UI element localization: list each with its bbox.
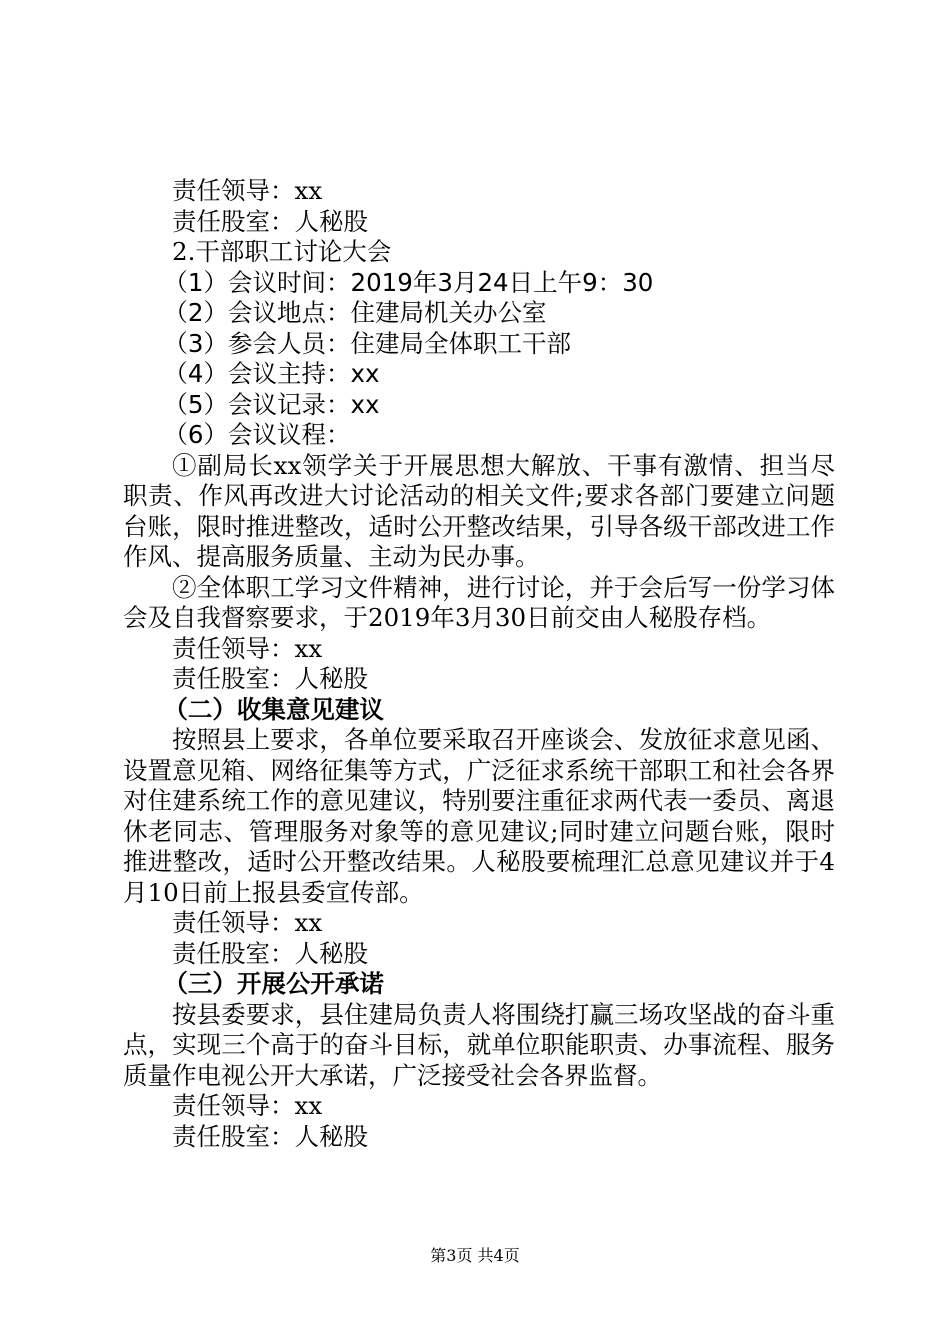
section-heading-public-commitment: （三）开展公开承诺 [163,969,384,998]
responsible-office-line: 责任股室：人秘股 [172,938,368,968]
document-body [123,176,835,1152]
agenda-item-2-paragraph: ②全体职工学习文件精神，进行讨论，并于会后写一份学习体会及自我督察要求，于2019年3月30日前交由人秘股存档。 [123,572,835,632]
section-heading-collect-opinions: （二）收集意见建议 [163,694,384,724]
responsible-leader-line: 责任领导：xx [172,176,323,205]
public-commitment-paragraph: 按县委要求，县住建局负责人将围绕打赢三场攻坚战的奋斗重点，实现三个高于的奋斗目标，就单位职能职责、办事流程、服务质量作电视公开大承诺，广泛接受社会各界监督。 [123,999,835,1090]
responsible-office-line: 责任股室：人秘股 [172,1121,368,1151]
collect-opinions-paragraph: 按照县上要求，各单位要采取召开座谈会、发放征求意见函、设置意见箱、网络征集等方式，广泛征求系统干部职工和社会各界对住建系统工作的意见建议，特别要注重征求两代表一委员、离退休老同志、管理服务对象等的意见建议;同时建立问题台账，限时推进整改，适时公开整改结果。人秘股要梳理汇总意见建议并于4月10日前上报县委宣传部。 [123,725,835,907]
section-title-staff-meeting: 2.干部职工讨论大会 [172,237,392,266]
meeting-attendees-line: （3）参会人员：住建局全体职工干部 [163,328,572,358]
responsible-leader-line: 责任领导：xx [172,1091,323,1120]
meeting-host-line: （4）会议主持：xx [163,359,380,388]
agenda-item-1-paragraph: ①副局长xx领学关于开展思想大解放、干事有激情、担当尽职责、作风再改进大讨论活动的相关文件;要求各部门要建立问题台账，限时推进整改，适时公开整改结果，引导各级干部改进工作作风、提高服务质量、主动为民办事。 [123,450,835,571]
responsible-leader-line: 责任领导：xx [172,633,323,663]
page-number-footer: 第3页 共4页 [430,1246,520,1265]
responsible-office-line: 责任股室：人秘股 [172,664,368,693]
meeting-location-line: （2）会议地点：住建局机关办公室 [163,298,547,327]
responsible-office-line: 责任股室：人秘股 [172,206,368,236]
meeting-time-line: （1）会议时间：2019年3月24日上午9：30 [163,267,654,297]
responsible-leader-line: 责任领导：xx [172,908,323,937]
meeting-recorder-line: （5）会议记录：xx [163,389,380,419]
meeting-agenda-line: （6）会议议程： [163,420,351,449]
